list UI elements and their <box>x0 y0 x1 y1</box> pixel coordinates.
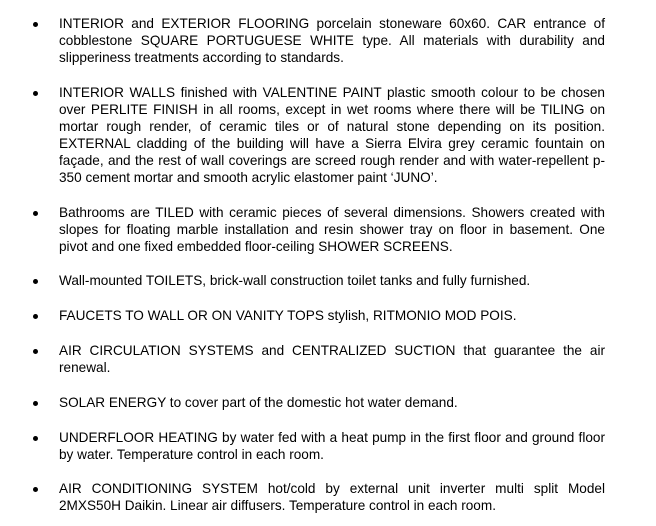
list-item-text: INTERIOR and EXTERIOR FLOORING porcelain stoneware 60x60. CAR entrance of cobblestone SQUARE PORTUGUESE WHITE type. All materials with durability and slipperiness treatments according to standards. <box>59 16 605 65</box>
bullet-icon <box>33 401 38 406</box>
bullet-icon <box>33 314 38 319</box>
list-item-text: SOLAR ENERGY to cover part of the domestic hot water demand. <box>59 395 458 410</box>
bullet-icon <box>33 211 38 216</box>
list-item-text: Wall-mounted TOILETS, brick-wall construction toilet tanks and fully furnished. <box>59 273 531 288</box>
bullet-icon <box>33 436 38 441</box>
bullet-icon <box>33 487 38 492</box>
list-item-text: FAUCETS TO WALL OR ON VANITY TOPS stylish, RITMONIO MOD POIS. <box>59 308 517 323</box>
list-item-text: INTERIOR WALLS finished with VALENTINE PAINT plastic smooth colour to be chosen over PERLITE FINISH in all rooms, except in wet rooms where there will be TILING on mortar rough render, of ceramic tiles or of natural stone depending on its position. EXTERNAL cladding of the building will have a Sierra Elvira grey ceramic fountain on façade, and the rest of wall coverings are screed rough render and with water-repellent p-350 cement mortar and smooth acrylic elastomer paint ‘JUNO’. <box>59 85 605 185</box>
bullet-icon <box>33 91 38 96</box>
list-item-text: UNDERFLOOR HEATING by water fed with a heat pump in the first floor and ground floor by water. Temperature control in each room. <box>59 430 605 462</box>
bullet-icon <box>33 349 38 354</box>
list-item-text: Bathrooms are TILED with ceramic pieces of several dimensions. Showers created with slopes for floating marble installation and resin shower tray on floor in basement. One pivot and one fixed embedded floor-ceiling SHOWER SCREENS. <box>59 205 605 254</box>
bullet-icon <box>33 279 38 284</box>
bullet-icon <box>33 22 38 27</box>
list-item-text: AIR CIRCULATION SYSTEMS and CENTRALIZED SUCTION that guarantee the air renewal. <box>59 343 605 375</box>
list-item-text: AIR CONDITIONING SYSTEM hot/cold by external unit inverter multi split Model 2MXS50H Daikin. Linear air diffusers. Temperature control in each room. <box>59 481 605 513</box>
